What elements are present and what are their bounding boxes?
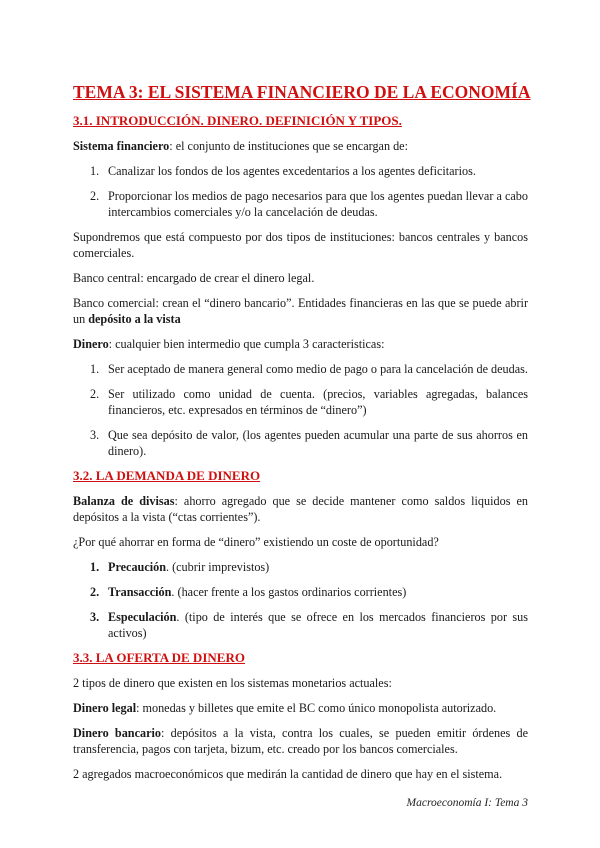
dinero-legal-definition bbox=[73, 700, 528, 716]
definition-text: : ahorro agregado que se decide mantener como saldos liquidos en depósitos a la vista (“ctas corrientes”). bbox=[73, 494, 528, 524]
term: Especulación bbox=[108, 610, 177, 624]
list-item bbox=[73, 559, 528, 575]
list-number: 2. bbox=[90, 585, 100, 599]
term: depósito a la vista bbox=[88, 312, 181, 326]
list-item bbox=[73, 188, 528, 220]
list-number: 3. bbox=[90, 428, 100, 442]
section-heading-3-2: 3.2. LA DEMANDA DE DINERO bbox=[73, 468, 261, 483]
paragraph-question: ¿Por qué ahorrar en forma de “dinero” existiendo un coste de oportunidad? bbox=[73, 535, 439, 549]
list-number: 1. bbox=[90, 560, 100, 574]
motives-list bbox=[73, 559, 528, 641]
list-number: 2. bbox=[90, 189, 100, 203]
list-item-text: Proporcionar los medios de pago necesarios para que los agentes puedan llevar a cabo intercambios comerciales y/o la cancelación de deudas. bbox=[108, 189, 528, 219]
paragraph-tipos: 2 tipos de dinero que existen en los sistemas monetarios actuales: bbox=[73, 676, 392, 690]
section-heading-3-3: 3.3. LA OFERTA DE DINERO bbox=[73, 650, 245, 665]
paragraph-banco-comercial bbox=[73, 295, 528, 327]
term: Dinero bbox=[73, 337, 109, 351]
paragraph-banco-central: Banco central: encargado de crear el dinero legal. bbox=[73, 271, 315, 285]
balanza-divisas-definition bbox=[73, 493, 528, 525]
definition-text: : monedas y billetes que emite el BC como único monopolista autorizado. bbox=[136, 701, 497, 715]
list-number: 1. bbox=[90, 164, 100, 178]
paragraph-text: Banco comercial: crean el “dinero bancario”. Entidades financieras en las que se puede abrir un bbox=[73, 296, 528, 326]
definition-text: : el conjunto de instituciones que se encargan de: bbox=[169, 139, 408, 153]
dinero-definition bbox=[73, 336, 528, 352]
list-item-text: Canalizar los fondos de los agentes excedentarios a los agentes deficitarios. bbox=[108, 164, 476, 178]
page-footer: Macroeconomía I: Tema 3 bbox=[406, 797, 528, 809]
list-item bbox=[73, 584, 528, 600]
definition-text: : depósitos a la vista, contra los cuales, se pueden emitir órdenes de transferencia, pagos con tarjeta, bizum, etc. creado por los bancos comerciales. bbox=[73, 726, 528, 756]
term: Precaución bbox=[108, 560, 166, 574]
term: Sistema financiero bbox=[73, 139, 170, 153]
list-item-text: . (tipo de interés que se ofrece en los mercados financieros por sus activos) bbox=[108, 610, 528, 640]
list-number: 1. bbox=[90, 362, 100, 376]
list-item bbox=[73, 386, 528, 418]
section-heading-3-1: 3.1. INTRODUCCIÓN. DINERO. DEFINICIÓN Y TIPOS. bbox=[73, 113, 402, 128]
document-title: TEMA 3: EL SISTEMA FINANCIERO DE LA ECONOMÍA bbox=[73, 82, 531, 102]
list-item bbox=[73, 609, 528, 641]
list-number: 3. bbox=[90, 610, 100, 624]
dinero-bancario-definition bbox=[73, 725, 528, 757]
term: Balanza de divisas bbox=[73, 494, 175, 508]
definition-text: : cualquier bien intermedio que cumpla 3 caracteristicas: bbox=[108, 337, 385, 351]
sistema-financiero-list bbox=[73, 163, 528, 220]
list-number: 2. bbox=[90, 387, 100, 401]
list-item-text: Ser aceptado de manera general como medio de pago o para la cancelación de deudas. bbox=[108, 362, 528, 376]
paragraph-supondremos: Supondremos que está compuesto por dos tipos de instituciones: bancos centrales y bancos comerciales. bbox=[73, 230, 528, 260]
sistema-financiero-definition bbox=[73, 138, 528, 154]
list-item-text: . (cubrir imprevistos) bbox=[166, 560, 270, 574]
list-item bbox=[73, 361, 528, 377]
list-item bbox=[73, 163, 528, 179]
list-item-text: Ser utilizado como unidad de cuenta. (precios, variables agregadas, balances financieros, etc. expresados en términos de “dinero”) bbox=[108, 387, 528, 417]
page-content bbox=[73, 82, 531, 791]
paragraph-agregados: 2 agregados macroeconómicos que medirán la cantidad de dinero que hay en el sistema. bbox=[73, 767, 503, 781]
term: Dinero bancario bbox=[73, 726, 161, 740]
term: Transacción bbox=[108, 585, 172, 599]
list-item-text: Que sea depósito de valor, (los agentes pueden acumular una parte de sus ahorros en dinero). bbox=[108, 428, 528, 458]
list-item-text: . (hacer frente a los gastos ordinarios corrientes) bbox=[171, 585, 407, 599]
term: Dinero legal bbox=[73, 701, 137, 715]
dinero-characteristics-list bbox=[73, 361, 528, 459]
list-item bbox=[73, 427, 528, 459]
